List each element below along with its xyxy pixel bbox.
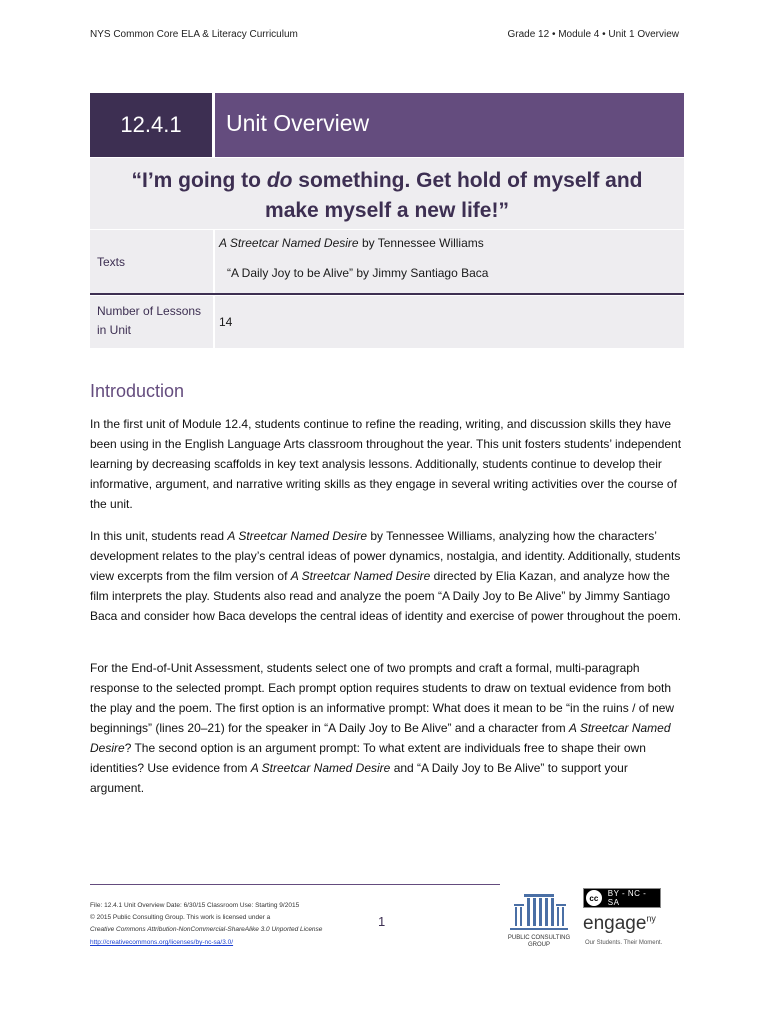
text-item-1-title: A Streetcar Named Desire bbox=[219, 236, 359, 250]
quote-line-2: make myself a new life!” bbox=[265, 199, 509, 222]
lessons-row bbox=[90, 296, 684, 348]
para-text: In this unit, students read bbox=[90, 529, 228, 543]
para-text: For the End-of-Unit Assessment, students select one of two prompts and craft a formal, multi-paragraph response to the selected prompt. Each prompt option requires students to draw on textual evidence from both the play and the poem. The first option is an informative prompt: What does it mean to be “in the ruins / of new beginnings” (lines 20–21) for the speaker in “A Daily Joy to Be Alive” and a character from bbox=[90, 661, 675, 735]
text-item-2: “A Daily Joy to be Alive” by Jimmy Santiago Baca bbox=[227, 266, 489, 280]
unit-quote bbox=[90, 158, 684, 229]
intro-paragraph-3 bbox=[90, 658, 682, 798]
para-text: by Tennessee Williams, analyzing how the characters’ development relates to the play’s central ideas of power dynamics, nostalgia, and identity. Additionally, students view excerpts from the film version of bbox=[90, 529, 681, 583]
cc-license-text: BY - NC - SA bbox=[607, 889, 647, 907]
texts-value bbox=[215, 230, 684, 293]
play-title: A Streetcar Named Desire bbox=[250, 761, 391, 775]
quote-text: something. Get hold of myself and bbox=[292, 169, 643, 192]
lessons-value: 14 bbox=[219, 315, 233, 329]
engageny-logo bbox=[583, 913, 656, 935]
introduction-heading: Introduction bbox=[90, 381, 185, 401]
lessons-label bbox=[90, 296, 213, 348]
footer-file-info: File: 12.4.1 Unit Overview Date: 6/30/15 Classroom Use: Starting 9/2015 bbox=[90, 902, 300, 909]
intro-paragraph-1: In the first unit of Module 12.4, students continue to refine the reading, writing, and discussion skills they have been using in the English Language Arts classroom throughout the year. This unit fosters students’ independent learning by decreasing scaffolds in key text analysis lessons. Additionally, students continue to develop their informative, argument, and narrative writing skills as they engage in several writing activities over the course of the unit. bbox=[90, 417, 682, 511]
text-item-1-author: by Tennessee Williams bbox=[358, 236, 484, 250]
para-text: ? The second option is an argument prompt: To what extent are individuals free to shape their own identities? Use evidence from bbox=[90, 741, 646, 775]
footer-copyright: © 2015 Public Consulting Group. This work is licensed under a bbox=[90, 914, 271, 921]
text-item-1 bbox=[219, 236, 484, 250]
para-text: directed by Elia Kazan, and analyze how the film interprets the play. Students also read and analyze the poem “A Daily Joy to Be Alive” by Jimmy Santiago Baca and consider how Baca develops the central ideas of identity and exercise of power throughout the poem. bbox=[90, 569, 682, 623]
lessons-label-line-2: in Unit bbox=[97, 323, 132, 337]
texts-row bbox=[90, 230, 684, 293]
play-title: A Streetcar Named Desire bbox=[227, 529, 368, 543]
cc-icon: cc bbox=[586, 890, 602, 906]
intro-paragraph-2 bbox=[90, 526, 682, 626]
pcg-line-1: PUBLIC CONSULTING bbox=[507, 935, 571, 941]
lessons-label-line-1: Number of Lessons bbox=[97, 304, 202, 318]
texts-label: Texts bbox=[97, 254, 126, 269]
quote-text: “I’m going to bbox=[131, 169, 267, 192]
footer-rule bbox=[90, 884, 500, 885]
para-text: and “A Daily Joy to Be Alive” to support your argument. bbox=[90, 761, 628, 795]
engageny-tagline: Our Students. Their Moment. bbox=[585, 940, 663, 946]
play-title: A Streetcar Named Desire bbox=[290, 569, 431, 583]
cc-license-badge[interactable] bbox=[583, 888, 661, 908]
unit-number: 12.4.1 bbox=[90, 93, 212, 157]
play-title: A Streetcar Named Desire bbox=[90, 721, 671, 755]
pcg-wordmark bbox=[500, 935, 578, 949]
pcg-line-2: GROUP bbox=[527, 942, 550, 948]
license-link[interactable]: http://creativecommons.org/licenses/by-nc-sa/3.0/ bbox=[90, 939, 234, 946]
quote-emphasis: do bbox=[266, 169, 293, 192]
footer-license: Creative Commons Attribution-NonCommercial-ShareAlike 3.0 Unported License bbox=[90, 926, 323, 933]
unit-banner bbox=[90, 93, 684, 157]
running-header-left: NYS Common Core ELA & Literacy Curriculum bbox=[90, 29, 298, 40]
page-number: 1 bbox=[378, 914, 386, 929]
row-rule bbox=[90, 293, 684, 295]
engage-sup: ny bbox=[646, 913, 656, 924]
unit-title: Unit Overview bbox=[215, 93, 684, 157]
engage-text: engage bbox=[583, 913, 647, 934]
running-header-right: Grade 12 • Module 4 • Unit 1 Overview bbox=[507, 29, 679, 40]
quote-line-1 bbox=[90, 166, 684, 196]
